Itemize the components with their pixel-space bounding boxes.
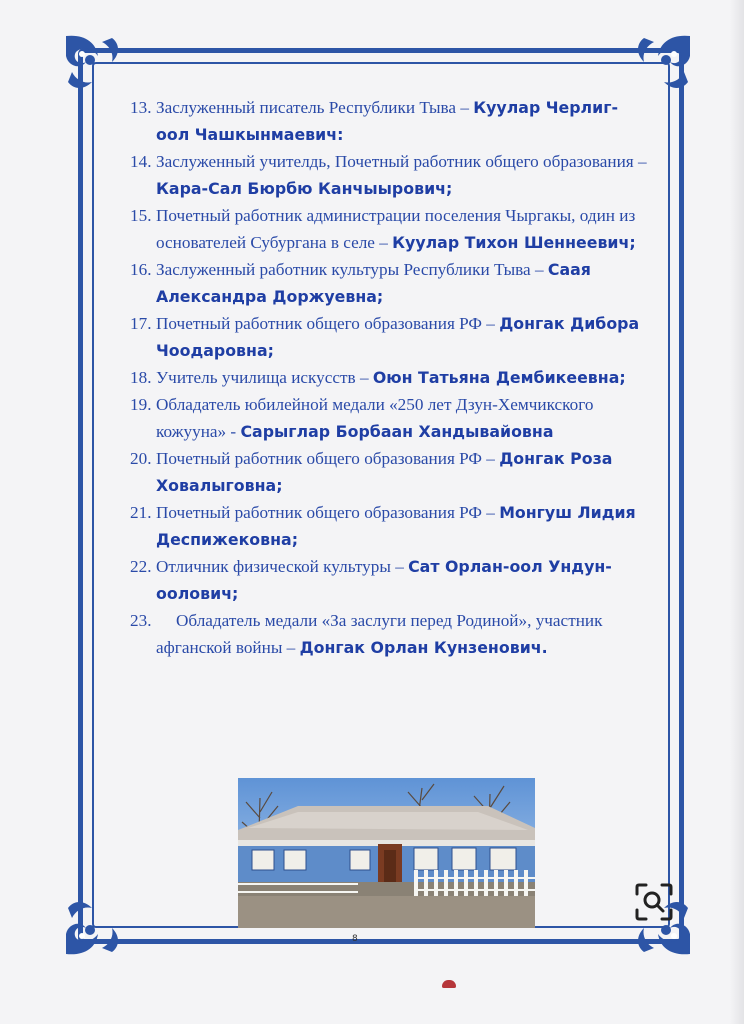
item-number: 15. [130, 206, 152, 225]
item-title: Учитель училища искусств – [156, 368, 373, 387]
item-number: 22. [130, 557, 152, 576]
item-person-name: Донгак Орлан Кунзенович. [299, 638, 548, 657]
ornament-corner-icon [62, 32, 130, 100]
ornament-corner-icon [626, 32, 694, 100]
item-title: Обладатель медали «За заслуги перед Родиной», участник афганской войны – [156, 611, 603, 657]
item-number: 20. [130, 449, 152, 468]
item-person-name: Сат Орлан-оол Ундун-оолович; [156, 557, 612, 603]
item-title: Отличник физической культуры – [156, 557, 409, 576]
item-title: Почетный работник общего образования РФ – [156, 314, 500, 333]
item-number: 21. [130, 503, 152, 522]
item-title: Заслуженный работник культуры Республики Тыва – [156, 260, 548, 279]
item-number: 14. [130, 152, 152, 171]
item-title: Почетный работник общего образования РФ – [156, 503, 500, 522]
item-title: Почетный работник общего образования РФ – [156, 449, 500, 468]
list-item [130, 310, 650, 364]
item-person-name: Донгак Роза Ховалыговна; [156, 449, 613, 495]
list-item [130, 364, 650, 391]
image-search-icon[interactable] [634, 882, 674, 922]
item-person-name: Сарыглар Борбаан Хандывайовна [240, 422, 554, 441]
item-title: Обладатель юбилейной медали «250 лет Дзун-Хемчикского кожууна» - [156, 395, 594, 441]
item-number: 23. [130, 611, 152, 630]
page-number: 8 [352, 934, 358, 944]
honorees-list [130, 94, 650, 661]
item-title: Почетный работник администрации поселения Чыргакы, один из основателей Субургана в селе – [156, 206, 636, 252]
item-number: 19. [130, 395, 152, 414]
list-item [130, 499, 650, 553]
item-number: 16. [130, 260, 152, 279]
list-item [130, 607, 650, 661]
list-item [130, 202, 650, 256]
page-edge-shadow [730, 0, 744, 1024]
item-person-name: Куулар Черлиг-оол Чашкынмаевич: [156, 98, 618, 144]
item-person-name: Саая Александра Доржуевна; [156, 260, 591, 306]
red-mark [442, 980, 456, 988]
ornament-corner-icon [62, 890, 130, 958]
item-person-name: Куулар Тихон Шеннеевич; [392, 233, 636, 252]
item-person-name: Оюн Татьяна Дембикеевна; [372, 368, 626, 387]
item-person-name: Донгак Дибора Чоодаровна; [156, 314, 640, 360]
item-title: Заслуженный писатель Республики Тыва – [156, 98, 474, 117]
list-item [130, 94, 650, 148]
list-item [130, 445, 650, 499]
school-building-photo [238, 778, 535, 928]
item-number: 18. [130, 368, 152, 387]
list-item [130, 553, 650, 607]
item-person-name: Монгуш Лидия Деспижековна; [156, 503, 636, 549]
item-title: Заслуженный учителдь, Почетный работник общего образования – [156, 152, 647, 171]
item-number: 17. [130, 314, 152, 333]
list-item [130, 256, 650, 310]
list-item [130, 391, 650, 445]
item-number: 13. [130, 98, 152, 117]
list-item [130, 148, 650, 202]
item-person-name: Кара-Сал Бюрбю Канчыырович; [156, 179, 453, 198]
